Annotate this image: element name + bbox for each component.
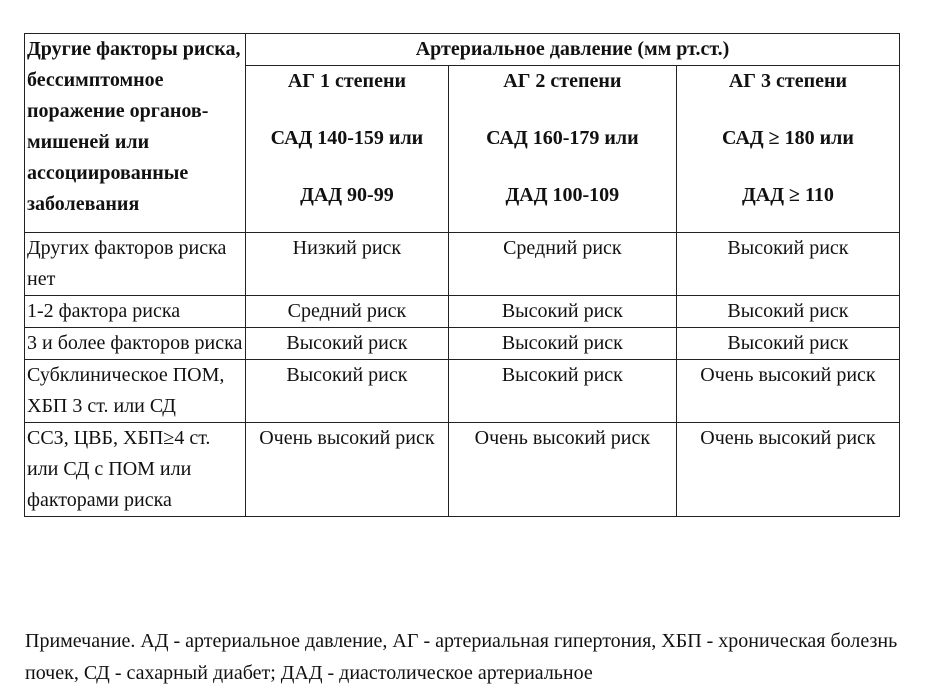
row-label: Других факторов риска нет — [25, 233, 246, 296]
bp-header-cell: Артериальное давление (мм рт.ст.) — [246, 34, 900, 66]
corner-header-cell: Другие факторы риска, бессимптомное поражение органов-мишеней или ассоциированные заболевания — [25, 34, 246, 233]
table-row — [25, 423, 900, 517]
risk-cell: Очень высокий риск — [246, 423, 449, 517]
risk-cell: Очень высокий риск — [676, 360, 899, 423]
row-label: Субклиническое ПОМ, ХБП 3 ст. или СД — [25, 360, 246, 423]
risk-cell: Очень высокий риск — [448, 423, 676, 517]
header-row-bp — [25, 34, 900, 66]
grade-3-header — [676, 66, 899, 233]
table-row — [25, 296, 900, 328]
grade-3-title: АГ 3 степени — [728, 70, 848, 92]
grade-2-sad: САД 160-179 или — [486, 127, 639, 149]
grade-2-header — [448, 66, 676, 233]
risk-cell: Высокий риск — [448, 328, 676, 360]
risk-cell: Низкий риск — [246, 233, 449, 296]
risk-cell: Высокий риск — [246, 360, 449, 423]
table-row — [25, 360, 900, 423]
table-row — [25, 233, 900, 296]
risk-cell: Высокий риск — [676, 296, 899, 328]
risk-cell: Высокий риск — [676, 328, 899, 360]
risk-cell: Высокий риск — [448, 360, 676, 423]
risk-cell: Очень высокий риск — [676, 423, 899, 517]
grade-2-dad: ДАД 100-109 — [505, 184, 620, 206]
row-label: 3 и более факторов риска — [25, 328, 246, 360]
risk-cell: Высокий риск — [676, 233, 899, 296]
risk-cell: Высокий риск — [448, 296, 676, 328]
table-row — [25, 328, 900, 360]
grade-1-sad: САД 140-159 или — [270, 127, 424, 149]
row-label: ССЗ, ЦВБ, ХБП≥4 ст. или СД с ПОМ или факторами риска — [25, 423, 246, 517]
table-note: Примечание. АД - артериальное давление, АГ - артериальная гипертония, ХБП - хроническая болезнь почек, СД - сахарный диабет; ДАД - диастолическое артериальное — [25, 630, 898, 684]
risk-cell: Средний риск — [246, 296, 449, 328]
risk-stratification-table — [24, 33, 900, 517]
row-label: 1-2 фактора риска — [25, 296, 246, 328]
risk-cell: Высокий риск — [246, 328, 449, 360]
grade-1-dad: ДАД 90-99 — [300, 184, 394, 206]
grade-3-dad: ДАД ≥ 110 — [742, 184, 834, 206]
grade-1-header — [246, 66, 449, 233]
grade-2-title: АГ 2 степени — [503, 70, 622, 92]
grade-3-sad: САД ≥ 180 или — [722, 127, 854, 149]
grade-1-title: АГ 1 степени — [287, 70, 407, 92]
risk-cell: Средний риск — [448, 233, 676, 296]
